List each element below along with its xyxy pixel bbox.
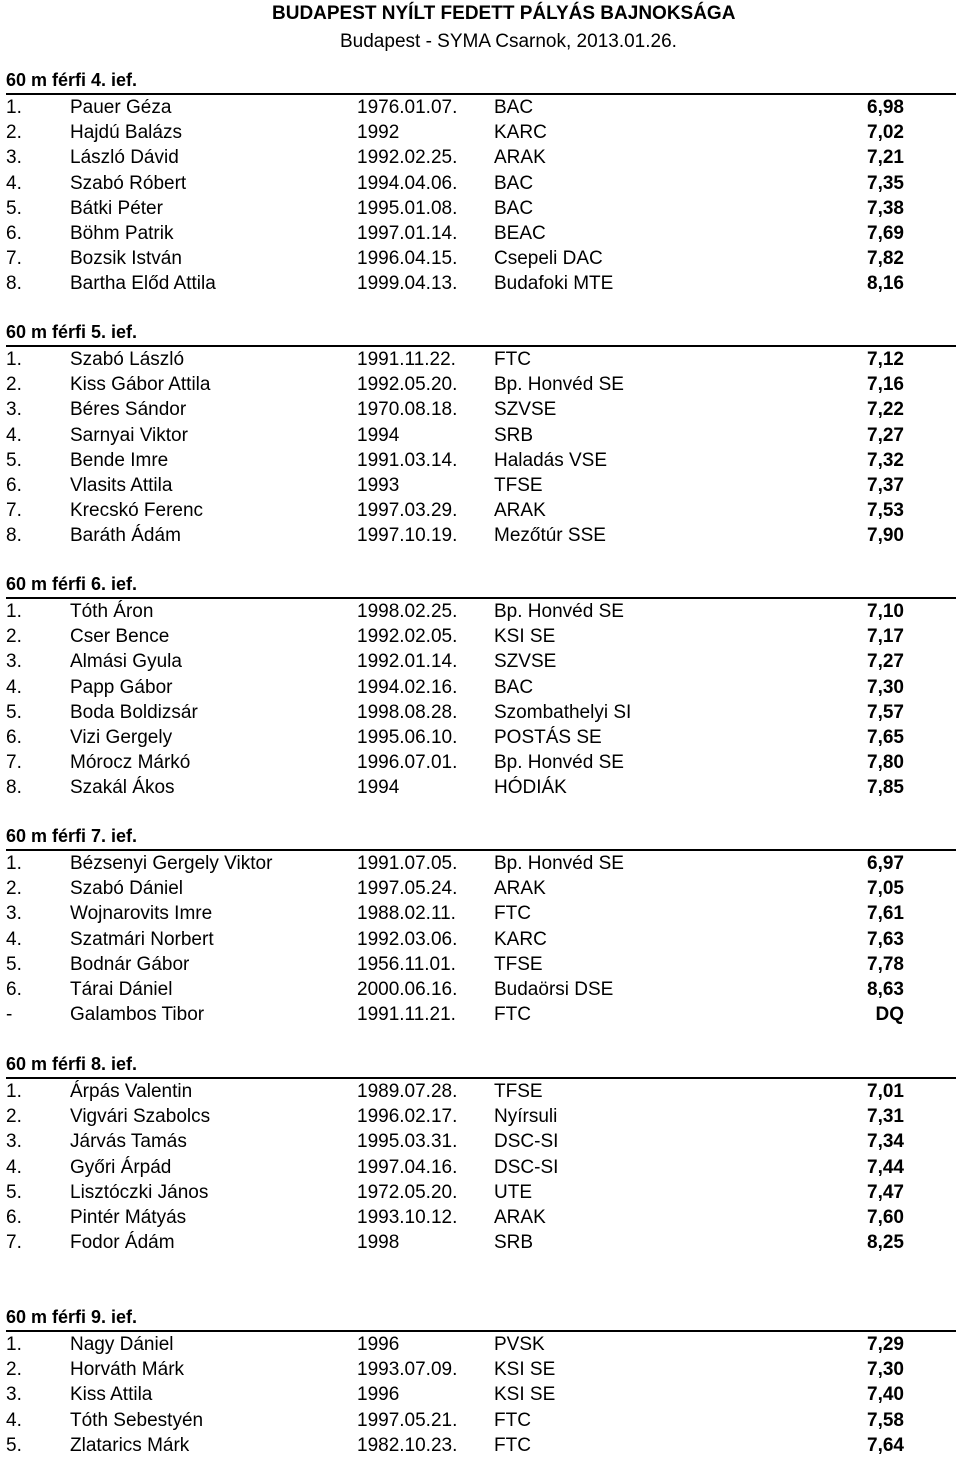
club-name: SZVSE <box>494 651 557 673</box>
club-name: FTC <box>494 903 531 925</box>
section-title: 60 m férfi 4. ief. <box>6 70 138 90</box>
result-time: DQ <box>875 1004 904 1026</box>
result-row <box>0 1410 960 1435</box>
result-time: 7,58 <box>867 1409 904 1431</box>
birth-date: 1991.07.05. <box>357 853 458 874</box>
club-name: KSI SE <box>494 626 556 648</box>
result-row <box>0 853 960 878</box>
result-row <box>0 1106 960 1131</box>
club-name: Budafoki MTE <box>494 273 614 295</box>
place-cell: 2. <box>6 1359 22 1381</box>
result-time: 7,47 <box>867 1181 904 1203</box>
place-cell: 1. <box>6 97 22 118</box>
result-time: 7,38 <box>867 197 904 219</box>
club-name: FTC <box>494 1434 531 1456</box>
athlete-name: Böhm Patrik <box>70 223 174 244</box>
result-time: 7,85 <box>867 777 904 799</box>
athlete-name: Horváth Márk <box>70 1359 185 1381</box>
birth-date: 1994 <box>357 424 400 446</box>
result-row <box>0 173 960 198</box>
place-cell: 1. <box>6 349 22 370</box>
section-title: 60 m férfi 7. ief. <box>6 826 138 846</box>
club-name: ARAK <box>494 1207 546 1228</box>
document-title: BUDAPEST NYÍLT FEDETT PÁLYÁS BAJNOKSÁGA <box>272 3 736 24</box>
place-cell: - <box>6 1004 13 1026</box>
place-cell: 4. <box>6 676 22 698</box>
birth-date: 1992 <box>357 122 400 144</box>
athlete-name: Boda Boldizsár <box>70 701 198 723</box>
section-divider <box>6 849 956 851</box>
birth-date: 1998 <box>357 1232 400 1254</box>
section-title: 60 m férfi 5. ief. <box>6 322 138 342</box>
birth-date: 1992.03.06. <box>357 928 458 950</box>
athlete-name: Győri Árpád <box>70 1156 172 1178</box>
result-time: 8,63 <box>867 979 904 1000</box>
club-name: Mezőtúr SSE <box>494 525 606 547</box>
place-cell: 4. <box>6 1156 22 1178</box>
result-row <box>0 122 960 147</box>
place-cell: 3. <box>6 651 22 673</box>
result-time: 7,22 <box>867 399 904 421</box>
athlete-name: Sarnyai Viktor <box>70 424 188 446</box>
place-cell: 7. <box>6 1232 22 1254</box>
result-row <box>0 198 960 223</box>
result-time: 7,61 <box>867 903 904 925</box>
place-cell: 6. <box>6 223 22 244</box>
result-row <box>0 399 960 424</box>
birth-date: 1970.08.18. <box>357 399 458 421</box>
result-row <box>0 1182 960 1207</box>
athlete-name: Papp Gábor <box>70 676 173 698</box>
result-row <box>0 777 960 802</box>
section-divider <box>6 1330 956 1332</box>
place-cell: 7. <box>6 500 22 522</box>
result-row <box>0 147 960 172</box>
place-cell: 4. <box>6 424 22 446</box>
birth-date: 1998.08.28. <box>357 701 458 723</box>
birth-date: 1991.11.22. <box>357 349 456 370</box>
result-row <box>0 1334 960 1359</box>
result-row <box>0 1435 960 1460</box>
result-row <box>0 651 960 676</box>
result-row <box>0 1207 960 1232</box>
result-time: 7,10 <box>867 601 904 622</box>
section-divider <box>6 1077 956 1079</box>
result-row <box>0 450 960 475</box>
club-name: ARAK <box>494 500 546 522</box>
place-cell: 3. <box>6 1131 22 1153</box>
place-cell: 3. <box>6 1384 22 1406</box>
club-name: Bp. Honvéd SE <box>494 601 624 622</box>
athlete-name: Galambos Tibor <box>70 1004 205 1026</box>
place-cell: 1. <box>6 601 22 622</box>
place-cell: 7. <box>6 248 22 270</box>
result-time: 7,16 <box>867 374 904 396</box>
athlete-name: Bende Imre <box>70 449 169 471</box>
club-name: DSC-SI <box>494 1156 559 1178</box>
birth-date: 1989.07.28. <box>357 1081 458 1102</box>
club-name: TFSE <box>494 1081 543 1102</box>
result-time: 7,34 <box>867 1131 904 1153</box>
place-cell: 3. <box>6 903 22 925</box>
birth-date: 1997.04.16. <box>357 1156 458 1178</box>
club-name: KSI SE <box>494 1384 556 1406</box>
athlete-name: Hajdú Balázs <box>70 122 182 144</box>
place-cell: 5. <box>6 953 22 975</box>
birth-date: 1992.02.05. <box>357 626 458 648</box>
birth-date: 1996.02.17. <box>357 1106 458 1128</box>
place-cell: 5. <box>6 701 22 723</box>
result-row <box>0 752 960 777</box>
section-title: 60 m férfi 6. ief. <box>6 574 138 594</box>
result-time: 7,90 <box>867 525 904 547</box>
result-row <box>0 929 960 954</box>
place-cell: 2. <box>6 626 22 648</box>
birth-date: 1999.04.13. <box>357 273 458 295</box>
document-subtitle: Budapest - SYMA Csarnok, 2013.01.26. <box>340 31 677 52</box>
result-time: 6,97 <box>867 853 904 874</box>
result-time: 7,01 <box>867 1081 904 1102</box>
result-row <box>0 1359 960 1384</box>
club-name: UTE <box>494 1181 532 1203</box>
birth-date: 1991.03.14. <box>357 449 458 471</box>
athlete-name: Baráth Ádám <box>70 525 181 547</box>
athlete-name: Vigvári Szabolcs <box>70 1106 211 1128</box>
athlete-name: Pauer Géza <box>70 97 172 118</box>
result-time: 7,27 <box>867 424 904 446</box>
athlete-name: Fodor Ádám <box>70 1232 175 1254</box>
birth-date: 1996.04.15. <box>357 248 458 270</box>
athlete-name: Béres Sándor <box>70 399 187 421</box>
club-name: BAC <box>494 676 534 698</box>
place-cell: 3. <box>6 147 22 169</box>
birth-date: 1992.02.25. <box>357 147 458 169</box>
club-name: TFSE <box>494 475 543 496</box>
athlete-name: Kiss Attila <box>70 1384 153 1406</box>
section-title: 60 m férfi 9. ief. <box>6 1307 138 1327</box>
birth-date: 2000.06.16. <box>357 979 458 1000</box>
result-row <box>0 97 960 122</box>
birth-date: 1996 <box>357 1334 400 1355</box>
result-time: 7,17 <box>867 626 904 648</box>
athlete-name: Cser Bence <box>70 626 170 648</box>
birth-date: 1997.10.19. <box>357 525 458 547</box>
result-time: 7,30 <box>867 676 904 698</box>
result-row <box>0 248 960 273</box>
result-time: 7,32 <box>867 449 904 471</box>
result-row <box>0 954 960 979</box>
athlete-name: László Dávid <box>70 147 179 169</box>
result-time: 7,69 <box>867 223 904 244</box>
place-cell: 1. <box>6 1081 22 1102</box>
place-cell: 2. <box>6 1106 22 1128</box>
club-name: BAC <box>494 197 534 219</box>
place-cell: 5. <box>6 449 22 471</box>
place-cell: 8. <box>6 777 22 799</box>
club-name: BAC <box>494 172 534 194</box>
athlete-name: Szabó László <box>70 349 185 370</box>
birth-date: 1996 <box>357 1384 400 1406</box>
birth-date: 1997.05.24. <box>357 878 458 900</box>
place-cell: 6. <box>6 979 22 1000</box>
result-time: 7,31 <box>867 1106 904 1128</box>
athlete-name: Bozsik István <box>70 248 182 270</box>
place-cell: 8. <box>6 273 22 295</box>
result-row <box>0 475 960 500</box>
birth-date: 1993.10.12. <box>357 1207 458 1228</box>
result-time: 7,29 <box>867 1334 904 1355</box>
result-row <box>0 525 960 550</box>
result-row <box>0 878 960 903</box>
club-name: SRB <box>494 1232 534 1254</box>
birth-date: 1982.10.23. <box>357 1434 458 1456</box>
birth-date: 1956.11.01. <box>357 953 456 975</box>
place-cell: 1. <box>6 1334 22 1355</box>
place-cell: 1. <box>6 853 22 874</box>
club-name: BAC <box>494 97 534 118</box>
result-time: 7,35 <box>867 172 904 194</box>
athlete-name: Lisztóczki János <box>70 1181 209 1203</box>
club-name: ARAK <box>494 878 546 900</box>
birth-date: 1992.05.20. <box>357 374 458 396</box>
birth-date: 1997.03.29. <box>357 500 458 522</box>
birth-date: 1992.01.14. <box>357 651 458 673</box>
place-cell: 2. <box>6 374 22 396</box>
result-row <box>0 903 960 928</box>
athlete-name: Bátki Péter <box>70 197 163 219</box>
club-name: DSC-SI <box>494 1131 559 1153</box>
club-name: Haladás VSE <box>494 449 608 471</box>
result-row <box>0 677 960 702</box>
club-name: KSI SE <box>494 1359 556 1381</box>
athlete-name: Wojnarovits Imre <box>70 903 213 925</box>
athlete-name: Szabó Dániel <box>70 878 184 900</box>
result-row <box>0 1131 960 1156</box>
athlete-name: Tóth Áron <box>70 601 154 622</box>
club-name: Budaörsi DSE <box>494 979 614 1000</box>
place-cell: 8. <box>6 525 22 547</box>
club-name: Bp. Honvéd SE <box>494 374 624 396</box>
club-name: KARC <box>494 928 547 950</box>
club-name: FTC <box>494 1004 531 1026</box>
club-name: Nyírsuli <box>494 1106 558 1128</box>
athlete-name: Vlasits Attila <box>70 475 173 496</box>
section-divider <box>6 93 956 95</box>
result-row <box>0 1004 960 1029</box>
result-row <box>0 425 960 450</box>
section-divider <box>6 345 956 347</box>
athlete-name: Krecskó Ferenc <box>70 500 204 522</box>
result-row <box>0 601 960 626</box>
athlete-name: Tóth Sebestyén <box>70 1409 204 1431</box>
birth-date: 1993.07.09. <box>357 1359 458 1381</box>
result-row <box>0 273 960 298</box>
section-title: 60 m férfi 8. ief. <box>6 1054 138 1074</box>
club-name: SRB <box>494 424 534 446</box>
place-cell: 2. <box>6 878 22 900</box>
athlete-name: Bézsenyi Gergely Viktor <box>70 853 273 874</box>
place-cell: 4. <box>6 1409 22 1431</box>
result-time: 8,25 <box>867 1232 904 1254</box>
club-name: Bp. Honvéd SE <box>494 752 624 774</box>
result-row <box>0 1232 960 1257</box>
birth-date: 1995.03.31. <box>357 1131 458 1153</box>
club-name: SZVSE <box>494 399 557 421</box>
result-time: 7,65 <box>867 727 904 748</box>
result-row <box>0 1081 960 1106</box>
birth-date: 1976.01.07. <box>357 97 458 118</box>
birth-date: 1993 <box>357 475 400 496</box>
athlete-name: Tárai Dániel <box>70 979 173 1000</box>
place-cell: 7. <box>6 752 22 774</box>
club-name: HÓDIÁK <box>494 777 567 799</box>
place-cell: 6. <box>6 1207 22 1228</box>
athlete-name: Pintér Mátyás <box>70 1207 187 1228</box>
club-name: ARAK <box>494 147 546 169</box>
club-name: Bp. Honvéd SE <box>494 853 624 874</box>
section-divider <box>6 597 956 599</box>
result-time: 7,37 <box>867 475 904 496</box>
result-row <box>0 1384 960 1409</box>
birth-date: 1994.04.06. <box>357 172 458 194</box>
club-name: BEAC <box>494 223 546 244</box>
birth-date: 1995.01.08. <box>357 197 458 219</box>
athlete-name: Bartha Előd Attila <box>70 273 216 295</box>
athlete-name: Mórocz Márkó <box>70 752 191 774</box>
place-cell: 6. <box>6 475 22 496</box>
result-time: 7,21 <box>867 147 904 169</box>
athlete-name: Szabó Róbert <box>70 172 187 194</box>
result-time: 7,40 <box>867 1384 904 1406</box>
result-row <box>0 702 960 727</box>
result-time: 7,44 <box>867 1156 904 1178</box>
result-row <box>0 349 960 374</box>
result-time: 7,78 <box>867 953 904 975</box>
athlete-name: Almási Gyula <box>70 651 182 673</box>
result-time: 7,12 <box>867 349 904 370</box>
result-time: 7,57 <box>867 701 904 723</box>
club-name: POSTÁS SE <box>494 727 602 748</box>
result-time: 7,02 <box>867 122 904 144</box>
result-row <box>0 500 960 525</box>
club-name: Szombathelyi SI <box>494 701 632 723</box>
result-time: 7,30 <box>867 1359 904 1381</box>
club-name: PVSK <box>494 1334 545 1355</box>
birth-date: 1996.07.01. <box>357 752 458 774</box>
result-time: 7,63 <box>867 928 904 950</box>
place-cell: 5. <box>6 197 22 219</box>
athlete-name: Szakál Ákos <box>70 777 175 799</box>
place-cell: 2. <box>6 122 22 144</box>
place-cell: 4. <box>6 172 22 194</box>
club-name: FTC <box>494 349 531 370</box>
result-time: 7,80 <box>867 752 904 774</box>
club-name: KARC <box>494 122 547 144</box>
place-cell: 5. <box>6 1434 22 1456</box>
result-row <box>0 979 960 1004</box>
place-cell: 3. <box>6 399 22 421</box>
result-row <box>0 374 960 399</box>
place-cell: 6. <box>6 727 22 748</box>
result-time: 7,82 <box>867 248 904 270</box>
place-cell: 4. <box>6 928 22 950</box>
birth-date: 1988.02.11. <box>357 903 456 925</box>
result-row <box>0 223 960 248</box>
birth-date: 1995.06.10. <box>357 727 458 748</box>
athlete-name: Nagy Dániel <box>70 1334 174 1355</box>
result-row <box>0 727 960 752</box>
club-name: Csepeli DAC <box>494 248 603 270</box>
athlete-name: Árpás Valentin <box>70 1081 193 1102</box>
athlete-name: Vizi Gergely <box>70 727 173 748</box>
club-name: FTC <box>494 1409 531 1431</box>
birth-date: 1997.01.14. <box>357 223 458 244</box>
athlete-name: Járvás Tamás <box>70 1131 187 1153</box>
birth-date: 1991.11.21. <box>357 1004 456 1026</box>
birth-date: 1994 <box>357 777 400 799</box>
birth-date: 1998.02.25. <box>357 601 458 622</box>
result-time: 6,98 <box>867 97 904 118</box>
athlete-name: Szatmári Norbert <box>70 928 214 950</box>
result-row <box>0 626 960 651</box>
athlete-name: Kiss Gábor Attila <box>70 374 211 396</box>
athlete-name: Bodnár Gábor <box>70 953 190 975</box>
birth-date: 1994.02.16. <box>357 676 458 698</box>
result-time: 7,64 <box>867 1434 904 1456</box>
birth-date: 1972.05.20. <box>357 1181 458 1203</box>
result-time: 7,60 <box>867 1207 904 1228</box>
result-row <box>0 1157 960 1182</box>
result-time: 7,53 <box>867 500 904 522</box>
result-time: 8,16 <box>867 273 904 295</box>
club-name: TFSE <box>494 953 543 975</box>
result-time: 7,27 <box>867 651 904 673</box>
place-cell: 5. <box>6 1181 22 1203</box>
result-time: 7,05 <box>867 878 904 900</box>
athlete-name: Zlatarics Márk <box>70 1434 190 1456</box>
birth-date: 1997.05.21. <box>357 1409 458 1431</box>
